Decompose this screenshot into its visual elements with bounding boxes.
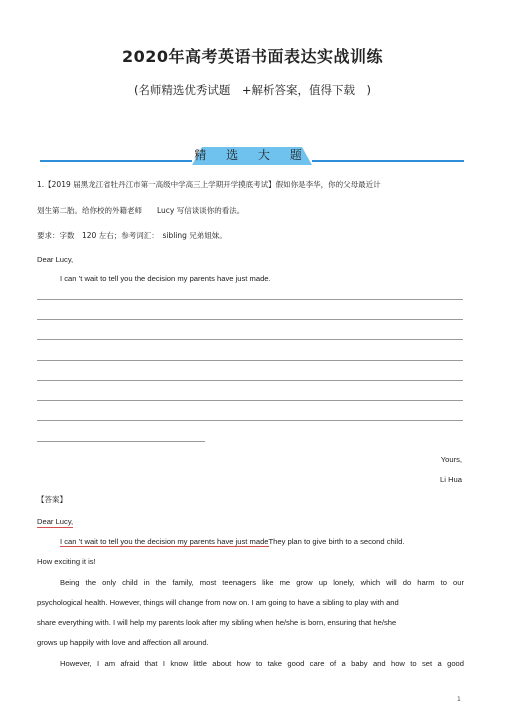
answer-p2-line-4: grows up happily with love and affection all around. [37, 638, 209, 647]
writing-line [37, 400, 463, 401]
writing-line [37, 339, 463, 340]
letter-opening-text: I can ’t wait to tell you the decision my parents have just made. [60, 274, 271, 283]
answer-greeting: Dear Lucy, [37, 517, 74, 526]
writing-line [37, 380, 463, 381]
answer-p1-line-2: How exciting it is! [37, 557, 96, 566]
page-title: 2020年高考英语书面表达实战训练 [121, 47, 384, 66]
question-line-2: 划生第二胎。给你校的外籍老师 Lucy 写信谈谈你的看法。 [37, 206, 245, 215]
letter-signature: Li Hua [440, 475, 462, 484]
banner-left-line [40, 160, 192, 162]
banner-label: 精 选 大 题 [194, 148, 310, 162]
answer-p1-rest: They plan to give birth to a second child. [268, 537, 405, 546]
answer-paragraph-1 [60, 537, 404, 547]
question-line-1: 1.【2019 届黑龙江省牡丹江市第一高级中学高三上学期开学摸底考试】假如你是李华，你的父母最近计 [37, 180, 381, 189]
writing-line [37, 420, 463, 421]
writing-line [37, 299, 463, 300]
page-number: 1 [457, 696, 461, 703]
writing-line [37, 360, 463, 361]
answer-p2-line-3: share everything with. I will help my parents look after my sibling when he/she is born, ensuring that he/she [37, 618, 397, 627]
writing-line [37, 319, 463, 320]
writing-line [37, 441, 205, 442]
answer-p1-highlight: I can ’t wait to tell you the decision my parents have just made [60, 537, 269, 546]
letter-greeting: Dear Lucy, [37, 255, 74, 264]
letter-opening [60, 274, 271, 284]
page-subtitle: (名师精选优秀试题 +解析答案，值得下载 ) [133, 83, 372, 97]
letter-closing: Yours, [440, 455, 462, 464]
banner-right-line [312, 160, 464, 162]
answer-p3-line-1: However, I am afraid that I know little about how to take good care of a baby and how to set a good [60, 659, 464, 668]
question-line-3: 要求：字数 120 左右；参考词汇： sibling 兄弟姐妹。 [37, 231, 227, 240]
answer-p2-line-2: psychological health. However, things will change from now on. I am going to have a sibling to play with and [37, 598, 399, 607]
answer-p2-line-1: Being the only child in the family, most teenagers like me grow up lonely, which will do harm to our [60, 578, 464, 587]
answer-heading: 【答案】 [37, 495, 67, 504]
